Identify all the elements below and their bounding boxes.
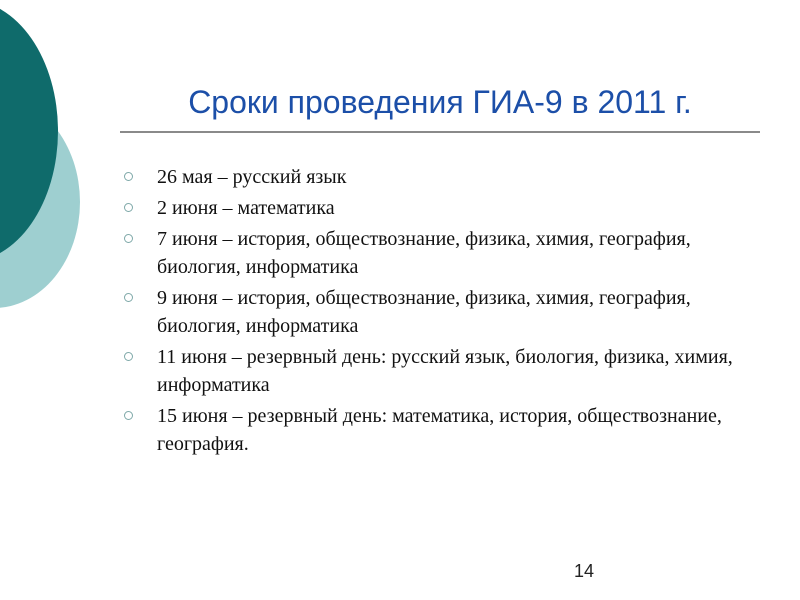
hollow-circle-bullet-icon xyxy=(124,352,133,361)
hollow-circle-bullet-icon xyxy=(124,172,133,181)
list-item xyxy=(120,163,770,191)
list-item-text: 26 мая – русский язык xyxy=(157,166,347,188)
list-item-text: 2 июня – математика xyxy=(157,197,335,219)
hollow-circle-bullet-icon xyxy=(124,234,133,243)
page-number: 14 xyxy=(574,561,595,581)
list-item xyxy=(120,194,770,222)
hollow-circle-bullet-icon xyxy=(124,203,133,212)
list-item-text: 15 июня – резервный день: математика, история, обществознание, география. xyxy=(157,405,722,455)
list-item xyxy=(120,225,770,281)
list-item xyxy=(120,402,770,458)
title-divider xyxy=(120,131,760,133)
list-item-text: 7 июня – история, обществознание, физика, химия, география, биология, информатика xyxy=(157,228,691,278)
hollow-circle-bullet-icon xyxy=(124,293,133,302)
list-item xyxy=(120,343,770,399)
hollow-circle-bullet-icon xyxy=(124,411,133,420)
list-item-text: 9 июня – история, обществознание, физика, химия, география, биология, информатика xyxy=(157,287,691,337)
schedule-list xyxy=(120,163,770,461)
list-item xyxy=(120,284,770,340)
slide-title: Сроки проведения ГИА-9 в 2011 г. xyxy=(188,84,692,120)
list-item-text: 11 июня – резервный день: русский язык, биология, физика, химия, информатика xyxy=(157,346,733,396)
